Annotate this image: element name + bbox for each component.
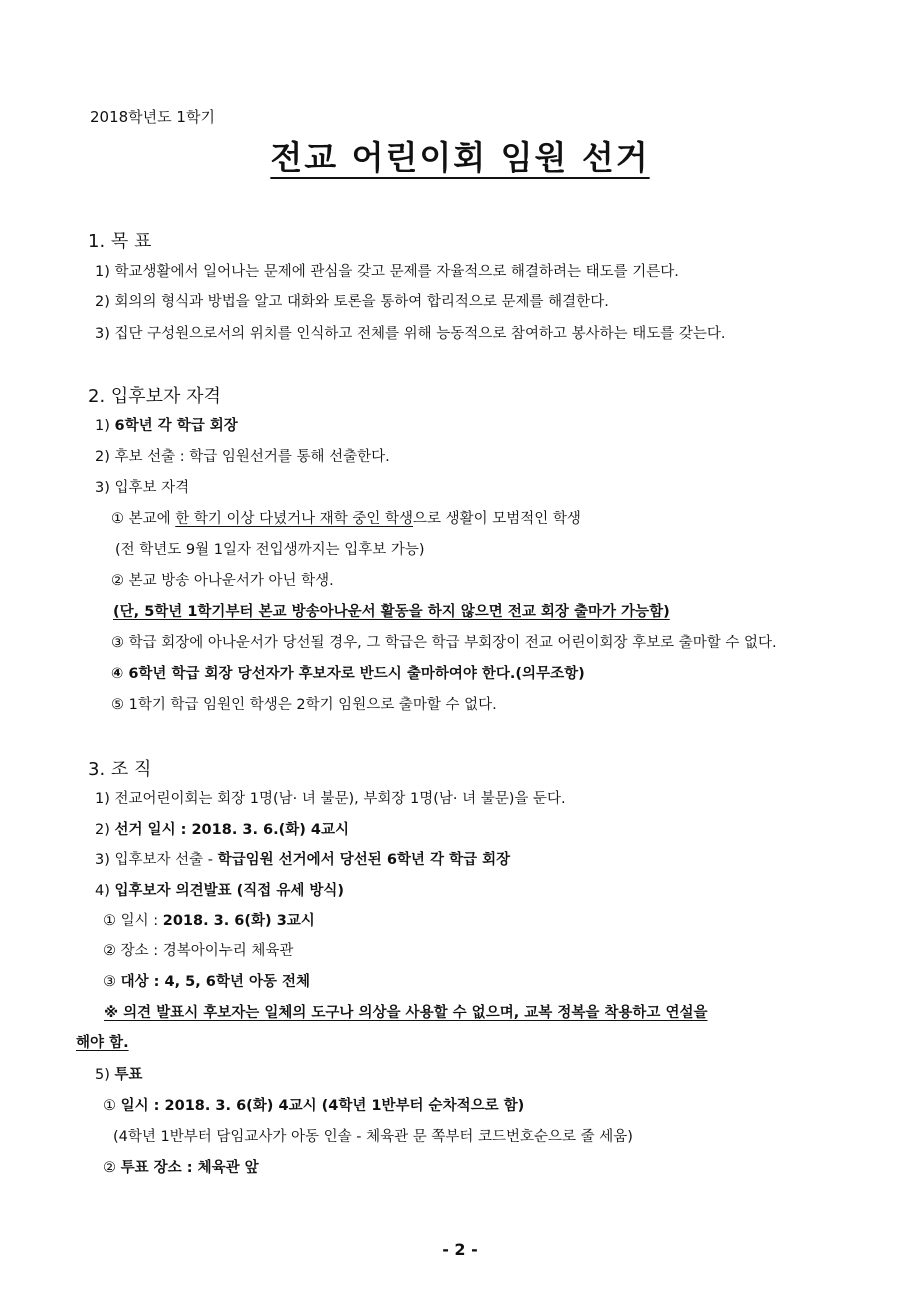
page-number: - 2 -: [442, 1240, 478, 1259]
vote-date-pre: ①: [103, 1098, 121, 1114]
org-item-5-num: 5): [95, 1067, 115, 1083]
goal-item-3: 3) 집단 구성원으로서의 위치를 인식하고 전체를 위해 능동적으로 참여하고 봉사하는 태도를 갖는다.: [95, 326, 726, 342]
org-item-4-text: 입후보자 의견발표 (직접 유세 방식): [114, 883, 345, 899]
vote-date-bold: 일시 : 2018. 3. 6(화) 4교시 (4학년 1반부터 순차적으로 함): [120, 1098, 525, 1114]
qual-criterion-1-post: 으로 생활이 모범적인 학생: [413, 511, 581, 527]
qual-criterion-2-note: (단, 5학년 1학기부터 본교 방송아나운서 활동을 하지 않으면 전교 회장 출마가 가능함): [113, 604, 670, 620]
qual-item-1-num: 1): [95, 418, 115, 434]
org-item-4: [95, 881, 344, 901]
goal-item-1: 1) 학교생활에서 일어나는 문제에 관심을 갖고 문제를 자율적으로 해결하려는 태도를 기른다.: [95, 264, 679, 280]
org-item-3-pre: 3) 입후보자 선출 -: [95, 852, 218, 868]
qual-item-3: 3) 입후보 자격: [95, 480, 190, 496]
speech-place: ② 장소 : 경복아이누리 체육관: [103, 943, 294, 959]
speech-date: [103, 911, 315, 931]
notice-line-2: 해야 함.: [76, 1035, 129, 1051]
vote-place-pre: ②: [103, 1160, 121, 1176]
vote-date-note: (4학년 1반부터 담임교사가 아동 인솔 - 체육관 문 쪽부터 코드번호순으로 줄 세움): [113, 1129, 633, 1145]
qual-item-1: [95, 416, 238, 436]
org-item-3-bold: 학급임원 선거에서 당선된 6학년 각 학급 회장: [217, 852, 511, 868]
semester-label: 2018학년도 1학기: [90, 108, 215, 126]
vote-place-bold: 투표 장소 : 체육관 앞: [120, 1160, 259, 1176]
qual-criterion-1: [111, 509, 581, 529]
qual-criterion-4: ④ 6학년 학급 회장 당선자가 후보자로 반드시 출마하여야 한다.(의무조항): [111, 666, 585, 682]
org-item-5-text: 투표: [114, 1067, 143, 1083]
page-title: 전교 어린이회 임원 선거: [270, 138, 650, 177]
notice-line-1: ※ 의견 발표시 후보자는 일체의 도구나 의상을 사용할 수 없으며, 교복 정복을 착용하고 연설을: [104, 1005, 708, 1021]
org-item-2-num: 2): [95, 822, 115, 838]
goal-item-2: 2) 회의의 형식과 방법을 알고 대화와 토론을 통하여 합리적으로 문제를 해결한다.: [95, 294, 609, 310]
org-item-1: 1) 전교어린이회는 회장 1명(남· 녀 불문), 부회장 1명(남· 녀 불문)을 둔다.: [95, 791, 566, 807]
speech-audience-pre: ③: [103, 974, 121, 990]
qual-criterion-1-pre: ① 본교에: [111, 511, 176, 527]
section-2-heading: 2. 입후보자 자격: [88, 386, 221, 407]
org-item-2-text: 선거 일시 : 2018. 3. 6.(화) 4교시: [114, 822, 350, 838]
org-item-2: [95, 820, 349, 840]
org-item-4-num: 4): [95, 883, 115, 899]
qual-item-1-text: 6학년 각 학급 회장: [114, 418, 238, 434]
vote-place: [103, 1158, 259, 1178]
section-1-heading: 1. 목 표: [88, 231, 152, 252]
qual-criterion-1-underlined: 한 학기 이상 다녔거나 재학 중인 학생: [175, 511, 414, 527]
qual-criterion-5: ⑤ 1학기 학급 임원인 학생은 2학기 임원으로 출마할 수 없다.: [111, 697, 497, 713]
speech-audience-bold: 대상 : 4, 5, 6학년 아동 전체: [120, 974, 311, 990]
qual-criterion-3: ③ 학급 회장에 아나운서가 당선될 경우, 그 학급은 학급 부회장이 전교 어린이회장 후보로 출마할 수 없다.: [111, 635, 777, 651]
speech-date-pre: ① 일시 :: [103, 913, 163, 929]
speech-date-bold: 2018. 3. 6(화) 3교시: [162, 913, 315, 929]
section-3-heading: 3. 조 직: [88, 759, 152, 780]
vote-date: [103, 1096, 524, 1116]
qual-criterion-1-note: (전 학년도 9월 1일자 전입생까지는 입후보 가능): [115, 542, 425, 558]
qual-criterion-2: ② 본교 방송 아나운서가 아닌 학생.: [111, 573, 334, 589]
org-item-3: [95, 850, 510, 870]
qual-item-2: 2) 후보 선출 : 학급 임원선거를 통해 선출한다.: [95, 449, 390, 465]
org-item-5: [95, 1065, 143, 1085]
speech-audience: [103, 972, 310, 992]
